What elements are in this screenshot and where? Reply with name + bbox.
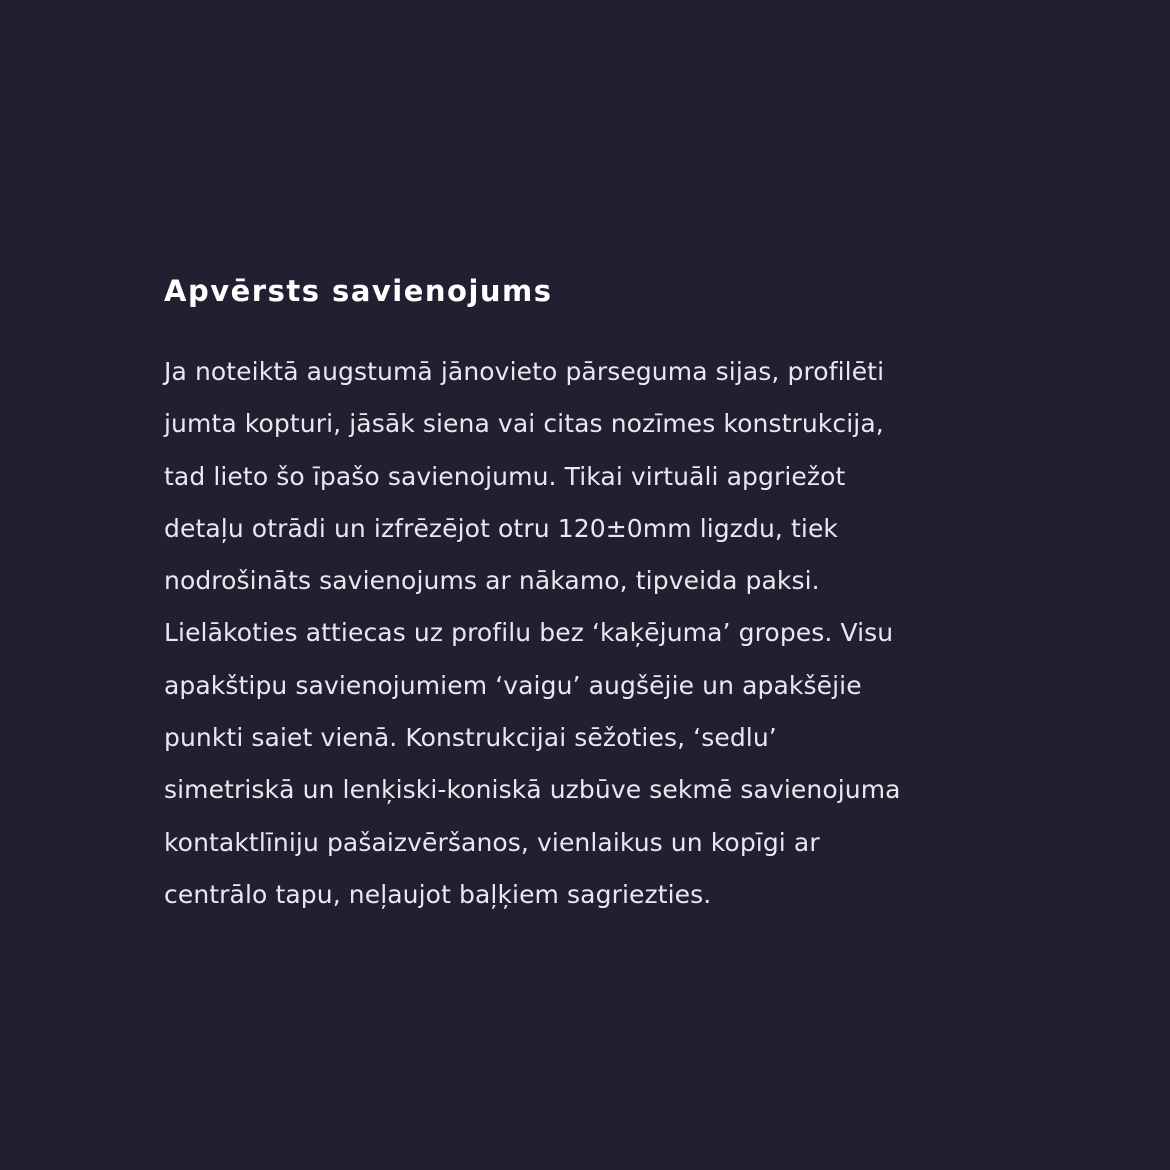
text-block <box>164 272 1104 921</box>
paragraph-line: detaļu otrādi un izfrēzējot otru 120±0mm ligzdu, tiek <box>164 513 839 543</box>
paragraph-line: simetriskā un lenķiski-koniskā uzbūve sekmē savienojuma <box>164 775 901 805</box>
paragraph-line: nodrošināts savienojums ar nākamo, tipveida paksi. <box>164 566 820 596</box>
paragraph-line: apakštipu savienojumiem ‘vaigu’ augšējie un apakšējie <box>164 670 862 700</box>
paragraph-line: Ja noteiktā augstumā jānovieto pārseguma sijas, profilēti <box>164 357 885 386</box>
paragraph-line: Lielākoties attiecas uz profilu bez ‘kaķējuma’ gropes. Visu <box>164 618 894 648</box>
paragraph-line: tad lieto šo īpašo savienojumu. Tikai virtuāli apgriežot <box>164 461 846 491</box>
paragraph-line: punkti saiet vienā. Konstrukcijai sēžoties, ‘sedlu’ <box>164 723 777 753</box>
paragraph-line: kontaktlīniju pašaizvēršanos, vienlaikus un kopīgi ar <box>164 827 820 857</box>
paragraph-line: jumta kopturi, jāsāk siena vai citas nozīmes konstrukcija, <box>164 409 884 439</box>
paragraph-line: centrālo tapu, neļaujot baļķiem sagriezties. <box>164 879 712 909</box>
body-paragraph <box>164 346 1104 921</box>
section-heading: Apvērsts savienojums <box>164 274 553 308</box>
